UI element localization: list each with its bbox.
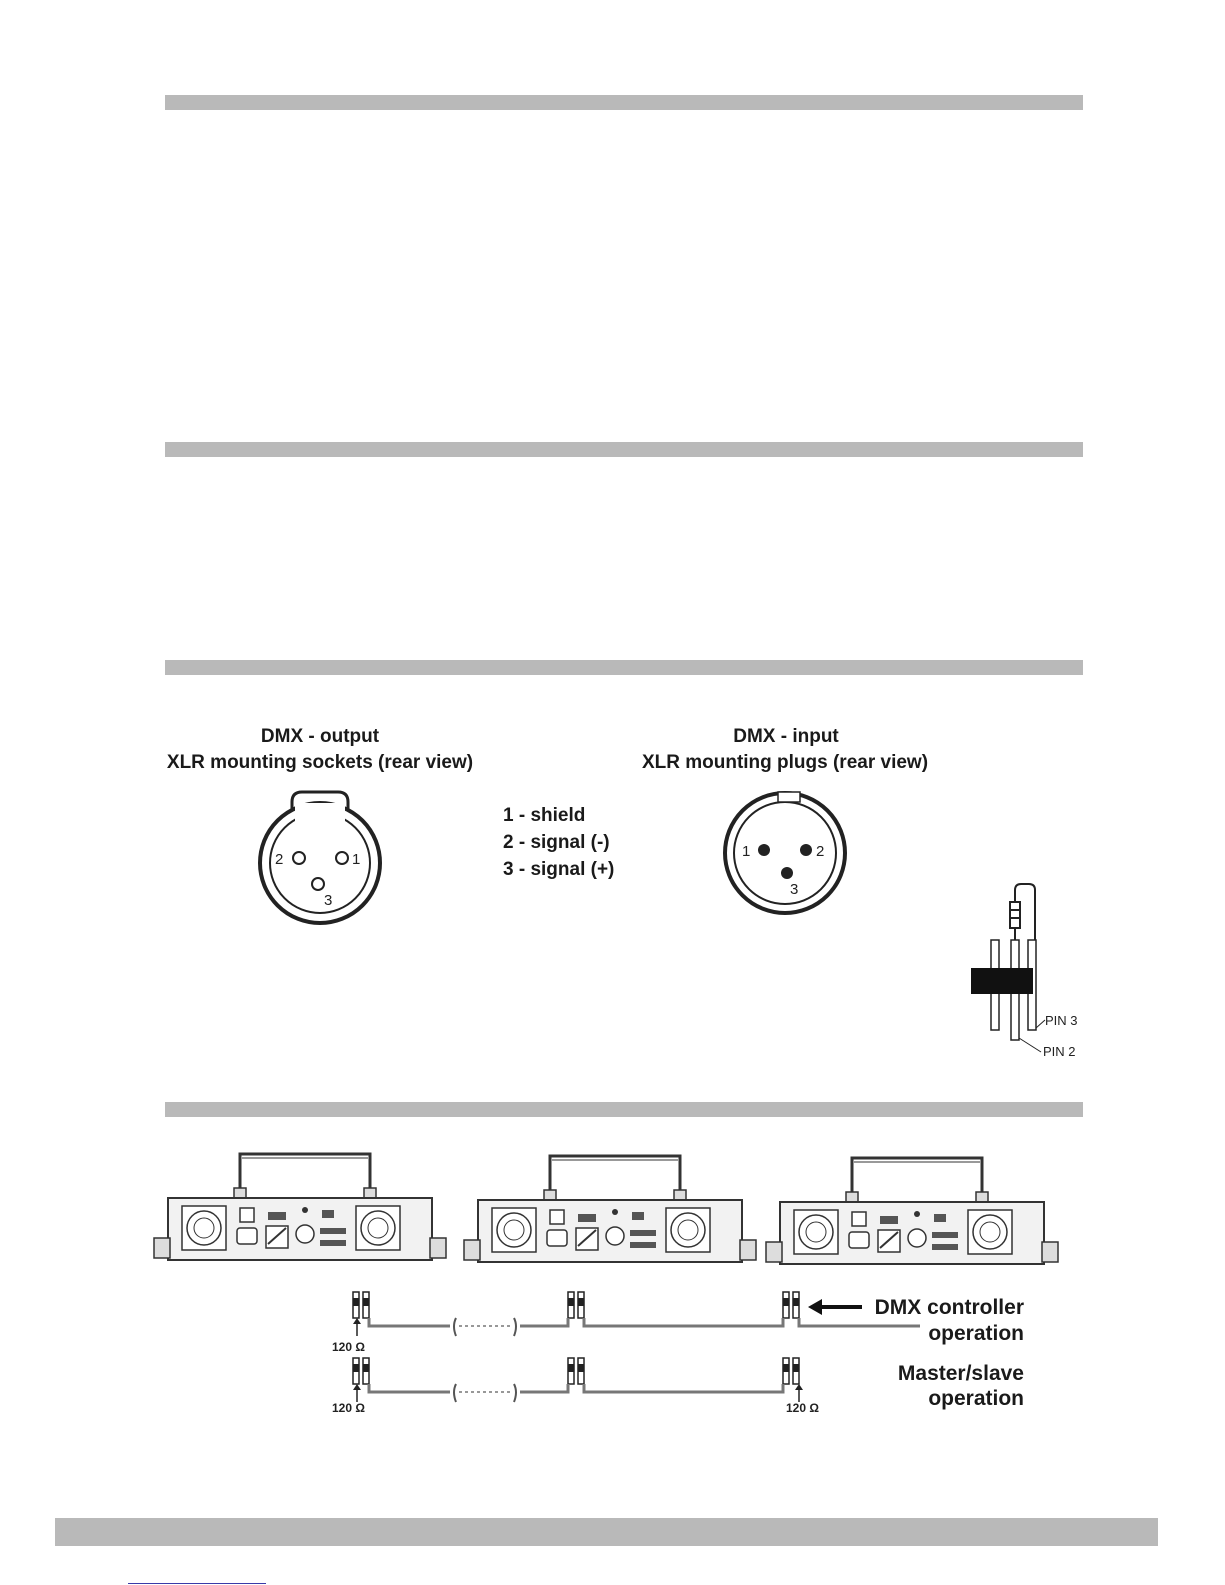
dmx-mode-label-line1: DMX controller (874, 1296, 1024, 1319)
output-subtitle: XLR mounting sockets (rear view) (166, 752, 474, 773)
section-bar-3 (165, 660, 1083, 675)
terminator-pin-3-label: PIN 3 (1045, 1013, 1078, 1028)
footer-bar (55, 1518, 1158, 1546)
output-title: DMX - output (260, 726, 380, 747)
pin-legend-signal-plus: 3 - signal (+) (503, 859, 615, 880)
socket-pin-1: 1 (352, 851, 361, 868)
dmx-mode-label-line2: operation (928, 1322, 1024, 1345)
xlr-socket-icon (255, 778, 385, 928)
input-title: DMX - input (733, 726, 839, 747)
pin-legend-signal-minus: 2 - signal (-) (503, 832, 610, 853)
ms-mode-label-line1: Master/slave (897, 1362, 1024, 1385)
ms-mode-label-line2: operation (928, 1387, 1024, 1410)
socket-pin-2: 2 (275, 851, 284, 868)
section-bar-2 (165, 442, 1083, 457)
terminator-pin-2-label: PIN 2 (1043, 1044, 1076, 1059)
plug-pin-3: 3 (790, 881, 799, 898)
pin-legend-shield: 1 - shield (503, 805, 586, 826)
resistor-label-ms-left: 120 Ω (332, 1401, 365, 1415)
resistor-label-ms-right: 120 Ω (786, 1401, 819, 1415)
plug-pin-1: 1 (742, 843, 751, 860)
plug-pin-2: 2 (816, 843, 825, 860)
terminator-plug-icon (965, 880, 1083, 1070)
section-bar-1 (165, 95, 1083, 110)
resistor-label-dmx: 120 Ω (332, 1340, 365, 1354)
xlr-plug-icon (720, 790, 855, 920)
input-subtitle: XLR mounting plugs (rear view) (641, 752, 929, 773)
section-bar-4 (165, 1102, 1083, 1117)
footer-rule (128, 1583, 266, 1584)
socket-pin-3: 3 (324, 892, 333, 909)
